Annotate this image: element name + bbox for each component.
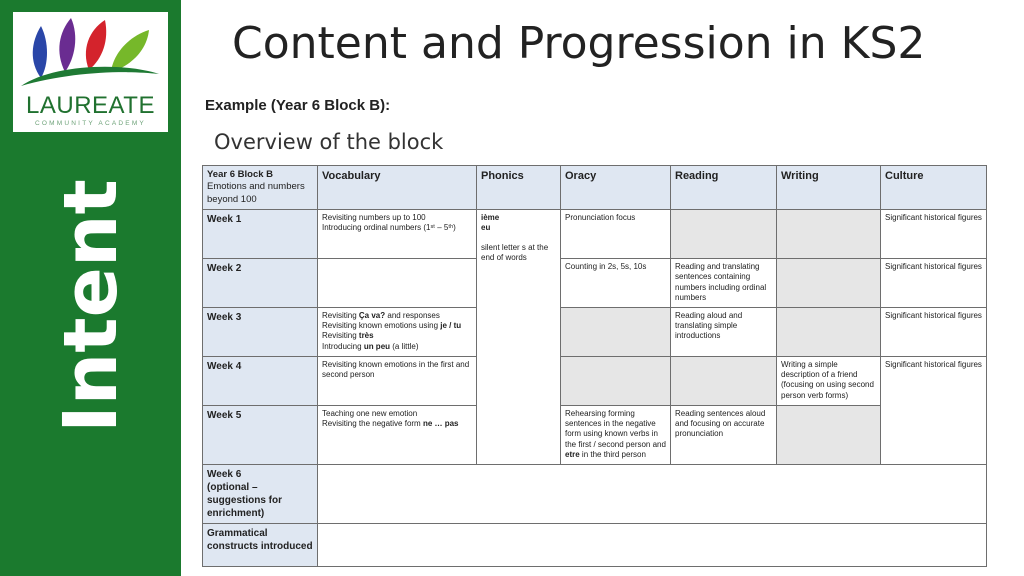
vocab-line: Revisiting Ça va? and responses	[322, 310, 440, 320]
vocab-line: Introducing un peu (a little)	[322, 341, 419, 351]
vocabulary-cell	[318, 307, 477, 356]
culture-cell: Significant historical figures	[881, 259, 987, 308]
corner-cell	[203, 166, 318, 210]
culture-cell: Significant historical figures	[881, 307, 987, 356]
slide-subtitle: Example (Year 6 Block B):	[205, 97, 391, 114]
vocab-line: Revisiting known emotions using je / tu	[322, 320, 462, 330]
header-oracy: Oracy	[561, 166, 671, 210]
slide-title: Content and Progression in KS2	[232, 18, 926, 69]
row-label: Week 3	[203, 307, 318, 356]
header-culture: Culture	[881, 166, 987, 210]
row-label: Week 6 (optional – suggestions for enrichment)	[203, 464, 318, 523]
block-overview-table	[202, 165, 987, 567]
table-row-week-2	[203, 259, 987, 308]
vocab-line: Introducing ordinal numbers (1ˢᵗ – 5ᵗʰ)	[322, 223, 456, 233]
table-row-grammar	[203, 523, 987, 566]
culture-cell: Significant historical figures	[881, 356, 987, 464]
row-label: Week 1	[203, 210, 318, 259]
header-writing: Writing	[777, 166, 881, 210]
header-phonics: Phonics	[477, 166, 561, 210]
writing-cell: Writing a simple description of a friend (focusing on using second person verb forms)	[777, 356, 881, 405]
writing-cell	[777, 405, 881, 464]
vocab-line: Teaching one new emotion	[322, 408, 418, 418]
reading-cell: Reading and translating sentences containing numbers including ordinal numbers	[671, 259, 777, 308]
corner-title: Year 6 Block B	[207, 169, 274, 180]
phonics-cell	[477, 210, 561, 465]
side-label: Intent	[48, 179, 134, 433]
week-6-cell	[318, 464, 987, 523]
row-label: Week 2	[203, 259, 318, 308]
writing-cell	[777, 259, 881, 308]
vocabulary-cell	[318, 210, 477, 259]
header-reading: Reading	[671, 166, 777, 210]
oracy-cell	[561, 356, 671, 405]
vocabulary-cell	[318, 356, 477, 405]
vocab-line: Revisiting très	[322, 331, 374, 341]
row-label: Week 4	[203, 356, 318, 405]
reading-cell	[671, 210, 777, 259]
writing-cell	[777, 307, 881, 356]
row-label: Week 5	[203, 405, 318, 464]
logo-feathers-icon	[13, 12, 168, 92]
sidebar-band	[0, 0, 181, 576]
vocab-line: Revisiting known emotions in the first and second person	[322, 359, 470, 379]
oracy-cell	[561, 307, 671, 356]
vocabulary-cell	[318, 259, 477, 308]
oracy-cell: Pronunciation focus	[561, 210, 671, 259]
section-heading: Overview of the block	[214, 130, 444, 154]
phonics-sound: eu	[481, 223, 491, 233]
table-header-row	[203, 166, 987, 210]
row-label: Grammatical constructs introduced	[203, 523, 318, 566]
logo-name: LAUREATE	[26, 92, 155, 119]
table-row-week-1	[203, 210, 987, 259]
oracy-cell: Counting in 2s, 5s, 10s	[561, 259, 671, 308]
table-row-week-5	[203, 405, 987, 464]
row-label-note: (optional – suggestions for enrichment)	[207, 481, 283, 519]
reading-cell: Reading aloud and translating simple introductions	[671, 307, 777, 356]
corner-subtitle: Emotions and numbers beyond 100	[207, 181, 305, 205]
phonics-note: silent letter s at the end of words	[481, 242, 549, 263]
header-vocabulary: Vocabulary	[318, 166, 477, 210]
phonics-sound: ième	[481, 213, 500, 223]
vocabulary-cell	[318, 405, 477, 464]
reading-cell: Reading sentences aloud and focusing on accurate pronunciation	[671, 405, 777, 464]
writing-cell	[777, 210, 881, 259]
culture-cell: Significant historical figures	[881, 210, 987, 259]
grammar-cell	[318, 523, 987, 566]
table-row-week-3	[203, 307, 987, 356]
table-row-week-4	[203, 356, 987, 405]
vocab-line: Revisiting the negative form ne … pas	[322, 418, 459, 428]
school-logo	[13, 12, 168, 132]
oracy-cell: Rehearsing forming sentences in the negative form using known verbs in the first / second person and etre in the third person	[561, 405, 671, 464]
table-row-week-6	[203, 464, 987, 523]
logo-tagline: COMMUNITY ACADEMY	[35, 120, 146, 127]
reading-cell	[671, 356, 777, 405]
vocab-line: Revisiting numbers up to 100	[322, 213, 426, 223]
